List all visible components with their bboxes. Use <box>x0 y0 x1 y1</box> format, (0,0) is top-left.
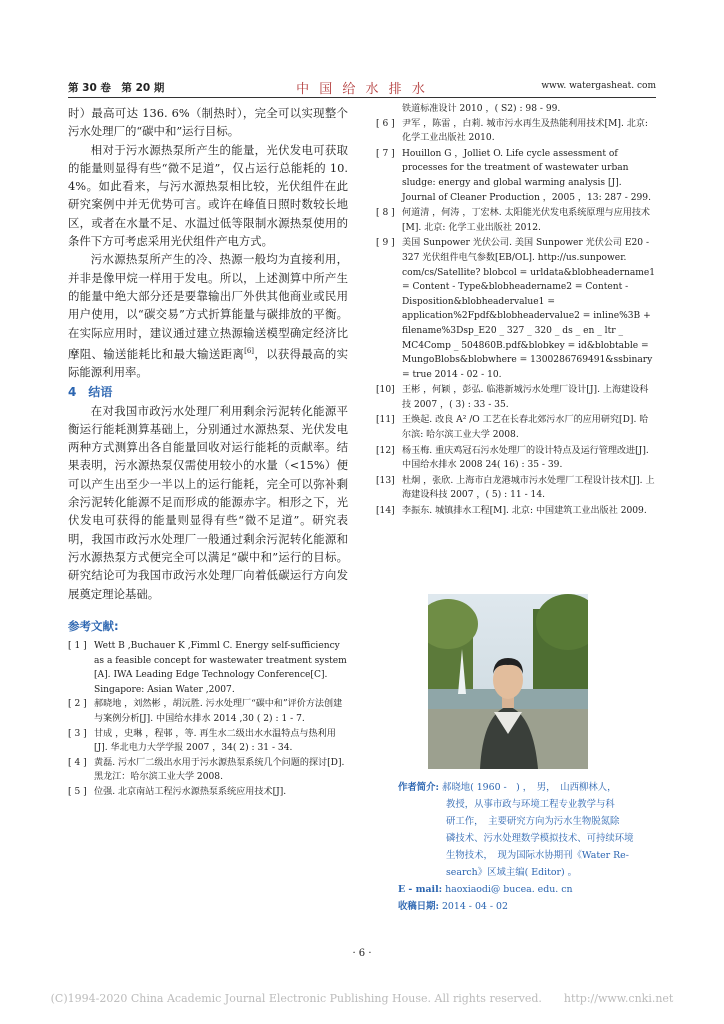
page-number: · 6 · <box>352 948 372 959</box>
reference-text: 何道清 ，何涛 ，丁宏林. 太阳能光伏发电系统原理与应用技术[M]. 北京: 化学工业出版社 2012. <box>402 208 651 233</box>
reference-item <box>376 504 656 519</box>
reference-item <box>376 444 656 473</box>
reference-text: 李振东. 城镇排水工程[M]. 北京: 中国建筑工业出版社 2009. <box>402 506 647 517</box>
body-paragraph: 时）最高可达 136. 6%（制热时），完全可以实现整个污水处理厂的“碳中和”运行目标。 <box>68 106 348 139</box>
references-list-left <box>68 639 348 800</box>
reference-number: [ 7 ] <box>376 148 395 159</box>
reference-text: 美国 Sunpower 光伏公司. 美国 Sunpower 光伏公司 E20 - 327 光伏组件电气参数[EB/OL]. http://us.sunpower. com/cs/Satellite? blobcol = urldata&blobheadername1 = Content - Type&blobheadername2 = Content - Disposition&blobheadervalue1 = application%2Fpdf&blobheadervalue2 = inline%3B + filename%3Dsp_E20 _ 327 _ 320 _ ds _ en _ ltr _ MC4Comp _ 504860B.pdf&blobkey = id&blobtable = MungoBlobs&blobwhere = 1300286769491&ssbinary = true 2014 - 02 - 10. <box>402 238 656 380</box>
reference-item <box>376 117 656 146</box>
body-paragraph: 相对于污水源热泵所产生的能量，光伏发电可获取的能量则显得有些“微不足道”，仅占运行总能耗的 10. 4%。如此看来，与污水源热泵相比较，光伏组件在此研究案例中并无优势可言。或许在峰值日照时数较长地区，或者在水量不足、水温过低等限制水源热泵使用的条件下方可考虑采用光伏组件产电方式。 <box>68 142 348 249</box>
reference-number: [ 9 ] <box>376 238 395 249</box>
citation: [6] <box>244 346 255 355</box>
reference-text: 杨玉梅. 重庆鸡冠石污水处理厂的设计特点及运行管理改进[J]. 中国给水排水 2008 24( 16) : 35 - 39. <box>402 445 649 471</box>
reference-number: [ 2 ] <box>68 699 87 710</box>
reference-item <box>68 756 348 785</box>
author-photo <box>428 594 588 769</box>
author-email: E - mail: haoxiaodi@ bucea. edu. cn <box>398 884 573 895</box>
header-rule <box>68 97 656 98</box>
issue-info: 第 30 卷 第 20 期 <box>68 82 165 94</box>
reference-text: Wett B ,Buchauer K ,Fimml C. Energy self-sufficiency as a feasible concept for wastewater treatment system [A]. IWA Leading Edge Technology Conference[C]. Singapore: Asian Water ,2007. <box>94 641 347 695</box>
reference-number: [13] <box>376 475 395 486</box>
right-column <box>376 102 656 520</box>
reference-number: [ 3 ] <box>68 728 87 739</box>
reference-text: 位强. 北京南站工程污水源热泵系统应用技术[J]. <box>94 787 287 798</box>
received-date: 收稿日期: 2014 - 04 - 02 <box>398 901 508 912</box>
reference-text: 黄磊. 污水厂二级出水用于污水源热泵系统几个问题的探讨[D]. 黑龙江：哈尔滨工业大学 2008. <box>94 757 345 783</box>
author-bio: 作者简介: 郝晓地( 1960 - ) ， 男， 山西柳林人， 教授，从事市政与环境工程专业教学与科 研工作， 主要研究方向为污水生物脱氮除 磷技术、污水处理数学模拟技术、可持续环境 生物技术， 现为国际水协期刊《Water Re- search》区域主编( Editor) 。 E - mail: haoxiaodi@ bucea. edu. cn 收稿日期: 2014 - 04 - 02 <box>398 779 664 915</box>
reference-text: Houillon G ，Jolliet O. Life cycle assessment of processes for the treatment of wastewater urban sludge: energy and global warming analysis [J]. Journal of Cleaner Production ，2005 ，13: 287 - 299. <box>402 148 651 203</box>
reference-number: [10] <box>376 385 395 396</box>
reference-text: 尹军 ，陈雷 ，白莉. 城市污水再生及热能利用技术[M]. 北京: 化学工业出版社 2010. <box>402 118 648 144</box>
copyright-footer: (C)1994-2020 China Academic Journal Electronic Publishing House. All rights reserved. http://www.cnki.net <box>50 992 674 1005</box>
reference-item <box>376 383 656 412</box>
reference-item <box>376 147 656 205</box>
reference-item <box>68 727 348 756</box>
reference-number: [11] <box>376 415 395 426</box>
reference-number: [14] <box>376 506 395 517</box>
page-header <box>68 78 656 98</box>
reference-item <box>68 785 348 800</box>
reference-text: 杜炯 ，张欣. 上海市白龙港城市污水处理厂工程设计技术[J]. 上海建设科技 2007 ，( 5) : 11 - 14. <box>402 475 655 501</box>
conclusion-paragraph: 在对我国市政污水处理厂利用剩余污泥转化能源平衡运行能耗测算基础上，分别通过水源热泵、光伏发电两种方式测算出各自能量回收对运行能耗的贡献率。结果表明，污水源热泵仅需使用较小的水量（<15%）便可以产生出至少一半以上的运行能耗，完全可以弥补剩余污泥转化能源不足而形成的能源赤字。相形之下，光伏发电可获得的能量则显得有些“微不足道”。研究表明，我国市政污水处理厂一般通过剩余污泥转化能源和污水源热泵方式便完全可以满足“碳中和”运行的目标。研究结论可为我国市政污水处理厂向着低碳运行方向发展奠定理论基础。 <box>68 403 348 601</box>
reference-number: [ 8 ] <box>376 208 395 219</box>
reference-number: [ 5 ] <box>68 787 87 798</box>
section-heading: 4 结语 <box>68 385 113 400</box>
left-column <box>68 104 348 800</box>
reference-item <box>376 236 656 382</box>
journal-url: www. watergasheat. com <box>541 81 656 91</box>
reference-number: [12] <box>376 445 395 456</box>
reference-number: [ 6 ] <box>376 118 395 129</box>
reference-text: 王焕起. 改良 A² /O 工艺在长春北郊污水厂的应用研究[D]. 哈尔滨: 哈尔滨工业大学 2008. <box>402 415 649 441</box>
reference-continuation: 铁道标准设计 2010 ，( S2) : 98 - 99. <box>402 104 561 114</box>
reference-number: [ 4 ] <box>68 757 87 768</box>
reference-number: [ 1 ] <box>68 641 87 652</box>
reference-item <box>376 206 656 235</box>
body-paragraph: 污水源热泵所产生的冷、热源一般均为直接利用，并非是像甲烷一样用于发电。所以，上述测算中所产生的能量中绝大部分还是要靠输出厂外供其他商业或民用用户使用，以“碳交易”方式折算能量与碳排放的平衡。在实际应用时，建议通过建立热源输送模型确定经济比摩阻、输送能耗比和最大输送距离[6]，以获得最高的实际能源利用率。 <box>68 252 348 379</box>
reference-item <box>68 639 348 697</box>
journal-name: 中 国 给 水 排 水 <box>296 82 428 97</box>
references-heading: 参考文献: <box>68 618 119 633</box>
references-list-right <box>376 117 656 519</box>
reference-text: 王彬 ，何颖 ，彭弘. 临港新城污水处理厂设计[J]. 上海建设科技 2007 ，( 3) : 33 - 35. <box>402 385 649 410</box>
reference-item <box>376 474 656 503</box>
reference-text: 郝晓地 ，刘然彬 ，胡沅胜. 污水处理厂“碳中和”评价方法创建与案例分析[J]. 中国给水排水 2014 ,30 ( 2) : 1 - 7. <box>94 699 343 725</box>
reference-item <box>68 697 348 726</box>
reference-text: 甘成 ，史琳 ，程邨 ，等. 再生水二级出水水温特点与热利用[J]. 华北电力大学学报 2007 ，34( 2) : 31 - 34. <box>94 728 336 754</box>
reference-item <box>376 413 656 442</box>
